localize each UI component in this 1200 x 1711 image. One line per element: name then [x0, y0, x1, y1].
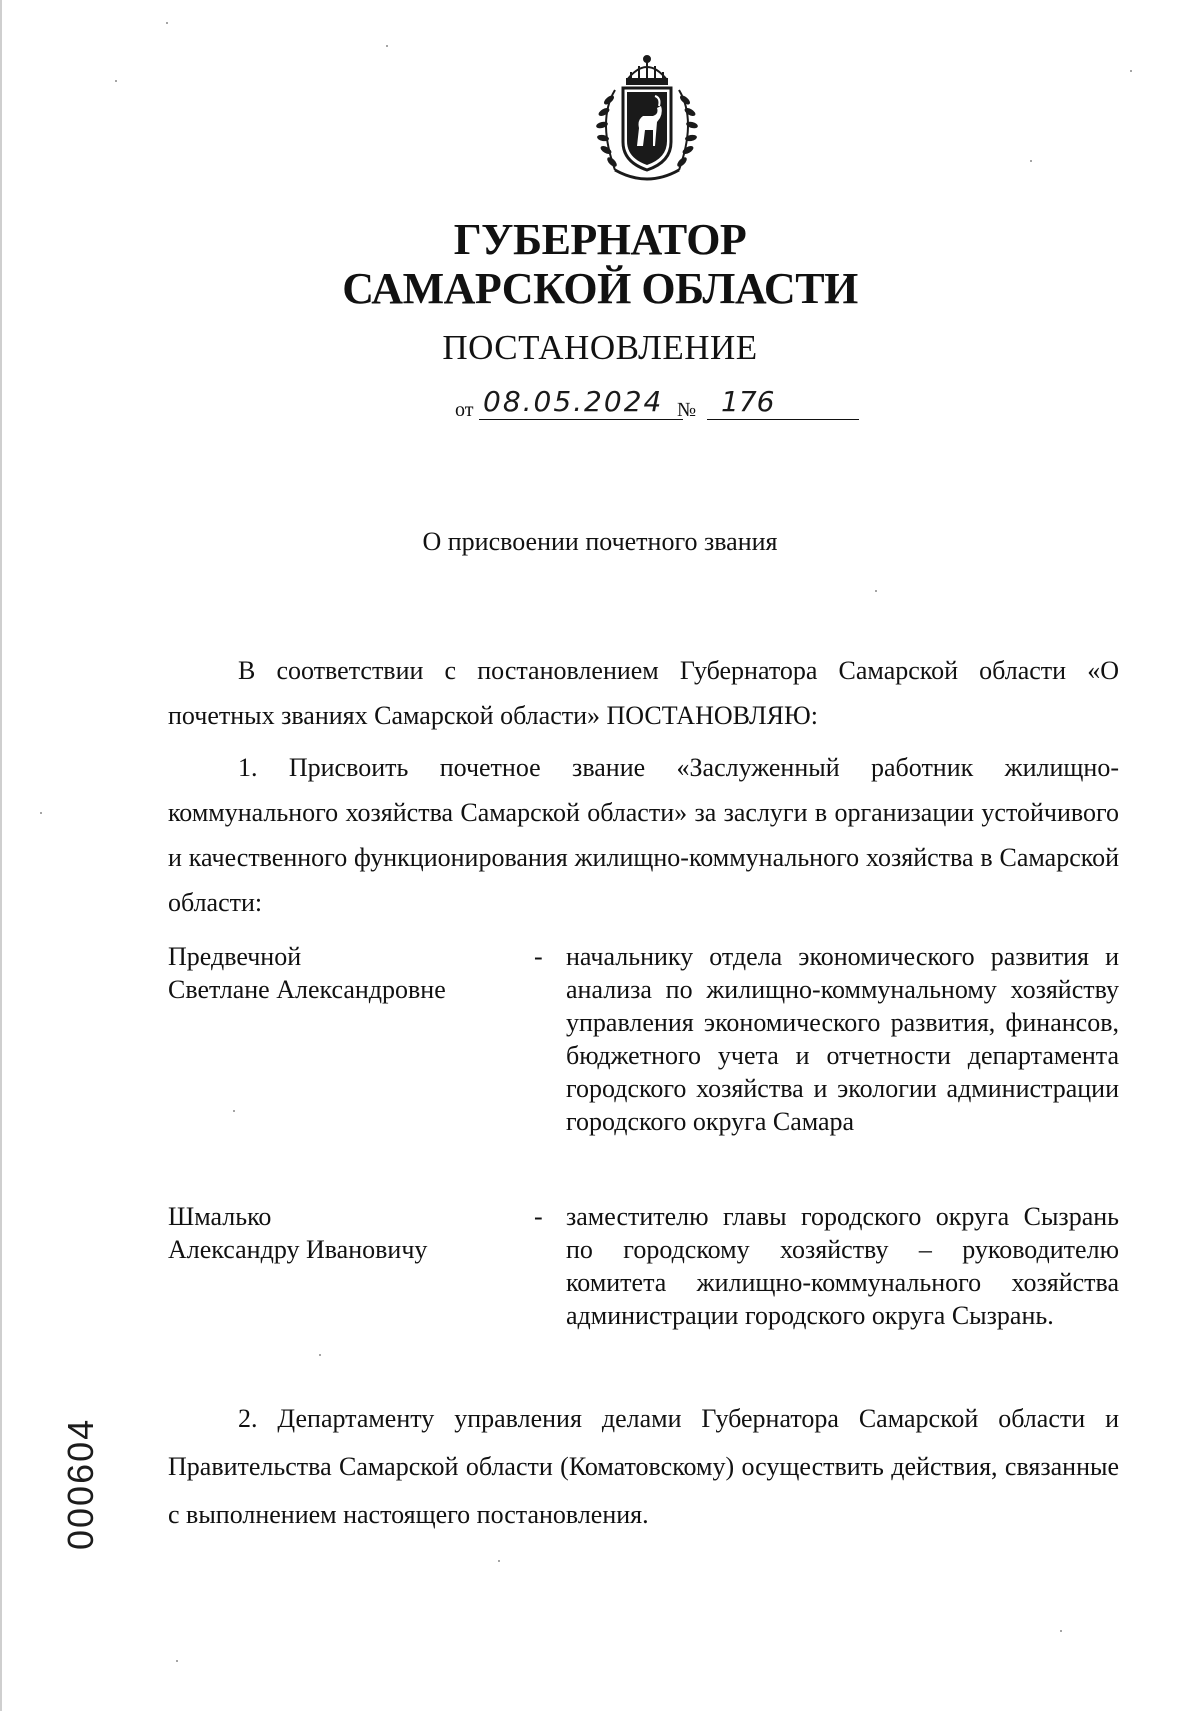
awardee-name	[168, 1200, 508, 1266]
serial-number: 000604	[60, 1417, 101, 1550]
document-type: ПОСТАНОВЛЕНИЕ	[442, 328, 758, 367]
crown-icon	[627, 56, 667, 84]
scan-speck	[319, 1354, 321, 1356]
awardee-position: начальнику отдела экономического развития и анализа по жилищно-коммунальному хозяйству управления экономического развития, финансов, бюджетного учета и отчетности департамента городского хозяйства и экологии администрации городского округа Самара	[566, 942, 1119, 1136]
scan-speck	[176, 1660, 178, 1662]
scan-speck	[498, 1560, 500, 1562]
scan-speck	[40, 812, 42, 814]
authority-title-line2: САМАРСКОЙ ОБЛАСТИ	[342, 264, 858, 313]
scan-speck	[166, 22, 168, 24]
awardee-given-names: Светлане Александровне	[168, 975, 446, 1004]
scan-speck	[1060, 1630, 1062, 1632]
date-prefix: от	[455, 399, 474, 421]
preamble-paragraph: В соответствии с постановлением Губернатора Самарской области «О почетных званиях Самарской области» ПОСТАНОВЛЯЮ:	[168, 656, 1119, 730]
awardee-dash: -	[534, 942, 543, 971]
scan-speck	[386, 45, 388, 47]
date-number-line	[455, 385, 845, 429]
scan-speck	[115, 80, 117, 82]
authority-title-line1: ГУБЕРНАТОР	[453, 215, 747, 264]
shield-icon	[623, 88, 671, 170]
awardee-given-names: Александру Ивановичу	[168, 1235, 428, 1264]
awardee-position: заместителю главы городского округа Сызрань по городскому хозяйству – руководителю комитета жилищно-коммунального хозяйства администрации городского округа Сызрань.	[566, 1202, 1119, 1330]
awardee-surname: Шмалько	[168, 1202, 272, 1231]
item-2-paragraph: 2. Департаменту управления делами Губернатора Самарской области и Правительства Самарской области (Коматовскому) осуществить действия, связанные с выполнением настоящего постановления.	[168, 1404, 1119, 1529]
scan-speck	[1130, 70, 1132, 72]
scan-speck	[875, 590, 877, 592]
awardee-surname: Предвечной	[168, 942, 302, 971]
document-number: 176	[707, 385, 859, 420]
scan-speck	[1030, 160, 1032, 162]
samara-coat-of-arms-icon	[575, 50, 720, 190]
document-date: 08.05.2024	[479, 385, 683, 420]
number-prefix: №	[677, 399, 697, 421]
awardee-name	[168, 940, 508, 1006]
awardee-dash: -	[534, 1202, 543, 1231]
scan-speck	[233, 1110, 235, 1112]
item-1-paragraph: 1. Присвоить почетное звание «Заслуженный работник жилищно-коммунального хозяйства Самарской области» за заслуги в организации устойчивого и качественного функционирования жилищно-коммунального хозяйства в Самарской области:	[168, 753, 1119, 917]
document-subject: О присвоении почетного звания	[422, 527, 778, 556]
